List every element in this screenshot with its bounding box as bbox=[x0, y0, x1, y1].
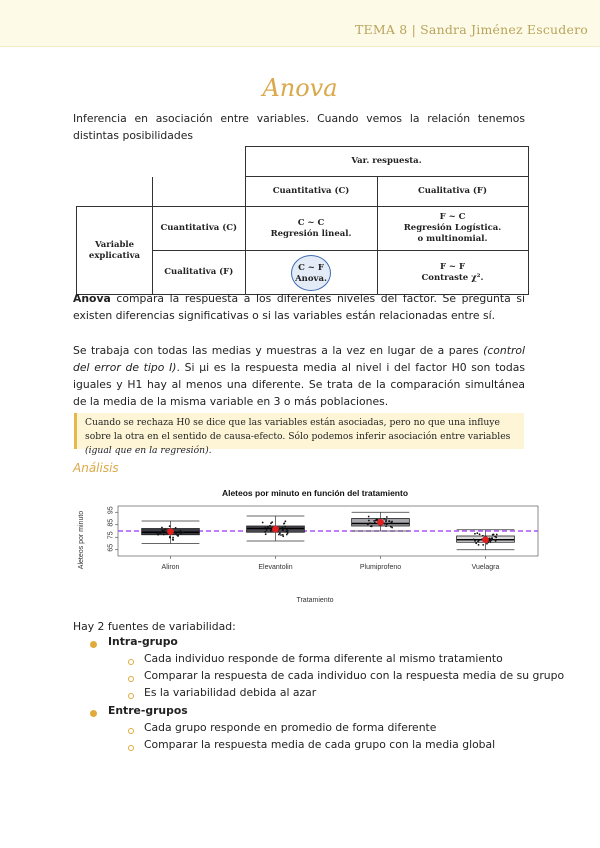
data-point bbox=[162, 532, 164, 534]
y-tick-label: 85 bbox=[107, 518, 115, 527]
data-point bbox=[474, 533, 476, 535]
bullet-icon bbox=[90, 710, 97, 717]
table-expl-header-line1: Variable bbox=[94, 239, 135, 250]
data-point bbox=[287, 532, 289, 534]
data-point bbox=[169, 537, 171, 539]
data-point bbox=[492, 534, 494, 536]
note-box bbox=[74, 413, 524, 456]
data-point bbox=[172, 537, 174, 539]
intra-item-1: Cada individuo responde de forma diferente al mismo tratamiento bbox=[144, 652, 503, 665]
x-tick-label: Aliron bbox=[161, 564, 180, 571]
cell-cc-method: Regresión lineal. bbox=[270, 228, 352, 239]
data-point bbox=[164, 528, 166, 530]
data-point bbox=[262, 522, 264, 524]
cell-ff-formula: F ~ F bbox=[439, 261, 466, 272]
data-point bbox=[159, 532, 161, 534]
y-tick-label: 75 bbox=[107, 531, 115, 540]
data-point bbox=[269, 525, 271, 527]
data-point bbox=[383, 518, 385, 520]
data-point bbox=[177, 535, 179, 537]
data-point bbox=[486, 543, 488, 545]
data-point bbox=[157, 532, 159, 534]
data-point bbox=[374, 522, 376, 524]
data-point bbox=[482, 535, 484, 537]
means-text-b: . Si µi es la respuesta media al nivel i del factor H0 son todas iguales y H1 hay al menos una diferente. Se trata de la comparación simultánea de la media de la misma variable en 3 o más poblaciones. bbox=[73, 361, 526, 408]
data-point bbox=[490, 538, 492, 540]
circle-bullet-icon bbox=[128, 693, 134, 699]
table-expl-header bbox=[77, 207, 153, 295]
data-point bbox=[266, 529, 268, 531]
x-tick-label: Vuelagra bbox=[471, 564, 500, 571]
data-point bbox=[479, 533, 481, 535]
intro-paragraph: Inferencia en asociación entre variables. Cuando vemos la relación tenemos distintas posibilidades bbox=[73, 112, 525, 142]
data-point bbox=[280, 534, 282, 536]
data-point bbox=[371, 525, 373, 527]
page-header bbox=[0, 0, 600, 47]
table-row-quant: Cuantitativa (C) bbox=[153, 207, 246, 251]
analisis-heading: Análisis bbox=[73, 461, 119, 475]
table-expl-header-line2: explicativa bbox=[88, 250, 141, 261]
x-tick-label: Elevantolin bbox=[258, 564, 293, 571]
data-point bbox=[385, 519, 387, 521]
entre-label: Entre-grupos bbox=[108, 704, 188, 717]
chart-x-label: Tratamiento bbox=[296, 597, 334, 604]
table-row-qual: Cualitativa (F) bbox=[153, 251, 246, 295]
data-point bbox=[496, 534, 498, 536]
means-text-a: Se trabaja con todas las medias y muestras a la vez en lugar de a pares bbox=[73, 344, 484, 357]
data-point bbox=[264, 531, 266, 533]
chart-y-label: Aleteos por minuto bbox=[78, 510, 85, 570]
intra-item-3: Es la variabilidad debida al azar bbox=[144, 686, 317, 699]
data-point bbox=[169, 525, 171, 527]
data-point bbox=[373, 520, 375, 522]
data-point bbox=[478, 540, 480, 542]
page-title: Anova bbox=[262, 74, 338, 102]
x-tick-label: Plumiprofeno bbox=[359, 564, 402, 571]
data-point bbox=[270, 522, 272, 524]
anova-text: compara la respuesta a los diferentes niveles del factor. Se pregunta si existen diferencias significativas o si las variables están relacionadas entre sí. bbox=[73, 292, 525, 322]
data-point bbox=[474, 540, 476, 542]
data-point bbox=[494, 539, 496, 541]
y-tick-label: 95 bbox=[107, 506, 115, 515]
table-cell-ff bbox=[377, 251, 528, 295]
circle-bullet-icon bbox=[128, 676, 134, 682]
circle-bullet-icon bbox=[128, 659, 134, 665]
entre-item-1: Cada grupo responde en promedio de forma diferente bbox=[144, 721, 437, 734]
means-paragraph bbox=[73, 342, 525, 410]
table-cell-cc bbox=[245, 207, 377, 251]
data-point bbox=[161, 529, 163, 531]
anova-paragraph bbox=[73, 290, 525, 324]
data-point bbox=[390, 522, 392, 524]
table-col-quant: Cuantitativa (C) bbox=[245, 177, 377, 207]
cell-cf-method: Regresión Logística. bbox=[403, 223, 502, 233]
data-point bbox=[369, 522, 371, 524]
mean-marker bbox=[377, 519, 384, 526]
data-point bbox=[475, 542, 477, 544]
data-point bbox=[386, 523, 388, 525]
data-point bbox=[482, 544, 484, 546]
data-point bbox=[489, 538, 491, 540]
intra-label: Intra-grupo bbox=[108, 635, 178, 648]
data-point bbox=[157, 534, 159, 536]
association-table bbox=[76, 146, 529, 295]
data-point bbox=[367, 523, 369, 525]
data-point bbox=[368, 520, 370, 522]
data-point bbox=[175, 532, 177, 534]
data-point bbox=[283, 522, 285, 524]
data-point bbox=[476, 532, 478, 534]
cell-cf-formula: F ~ C bbox=[439, 212, 466, 222]
data-point bbox=[282, 534, 284, 536]
data-point bbox=[163, 534, 165, 536]
means-text-italic: (control del error de tipo I) bbox=[73, 344, 525, 374]
data-point bbox=[368, 516, 370, 518]
data-point bbox=[180, 531, 182, 533]
cell-cf-method2: o multinomial. bbox=[417, 234, 488, 244]
data-point bbox=[265, 533, 267, 535]
y-tick-label: 65 bbox=[107, 543, 115, 552]
circle-bullet-icon bbox=[128, 745, 134, 751]
data-point bbox=[287, 530, 289, 532]
table-cell-fc bbox=[245, 251, 377, 295]
data-point bbox=[182, 531, 184, 533]
data-point bbox=[284, 526, 286, 528]
data-point bbox=[282, 529, 284, 531]
data-point bbox=[270, 530, 272, 532]
data-point bbox=[278, 534, 280, 536]
data-point bbox=[161, 527, 163, 529]
data-point bbox=[386, 516, 388, 518]
data-point bbox=[385, 525, 387, 527]
data-point bbox=[284, 520, 286, 522]
data-point bbox=[473, 539, 475, 541]
mean-marker bbox=[482, 536, 489, 543]
data-point bbox=[391, 527, 393, 529]
data-point bbox=[478, 544, 480, 546]
mean-marker bbox=[167, 528, 174, 535]
table-col-qual: Cualitativa (F) bbox=[377, 177, 528, 207]
anova-highlight-circle bbox=[291, 255, 331, 291]
cell-fc-method: Anova. bbox=[295, 273, 327, 284]
data-point bbox=[495, 537, 497, 539]
table-resp-header: Var. respuesta. bbox=[245, 147, 528, 177]
entre-item-2: Comparar la respuesta media de cada grupo con la media global bbox=[144, 738, 496, 751]
circle-bullet-icon bbox=[128, 728, 134, 734]
bullet-icon bbox=[90, 641, 97, 648]
data-point bbox=[175, 527, 177, 529]
data-point bbox=[282, 527, 284, 529]
intra-item-2: Comparar la respuesta de cada individuo con la respuesta media de su grupo bbox=[144, 669, 565, 682]
sources-intro: Hay 2 fuentes de variabilidad: bbox=[73, 620, 236, 633]
cell-fc-formula: C ~ F bbox=[298, 262, 324, 273]
data-point bbox=[490, 541, 492, 543]
note-italic: (igual que en la regresión) bbox=[85, 445, 209, 456]
anova-bold: Anova bbox=[73, 292, 111, 305]
data-point bbox=[265, 527, 267, 529]
note-text: Cuando se rechaza H0 se dice que las variables están asociadas, pero no que una influye sobre la otra en el sentido de causa-efecto. Sólo podemos inferir asociación entre variables bbox=[85, 417, 511, 442]
boxplot-chart bbox=[70, 484, 540, 609]
note-end: . bbox=[208, 445, 212, 456]
data-point bbox=[172, 539, 174, 541]
data-point bbox=[163, 530, 165, 532]
table-cell-cf bbox=[377, 207, 528, 251]
data-point bbox=[180, 532, 182, 534]
data-point bbox=[267, 527, 269, 529]
cell-ff-method: Contraste χ². bbox=[421, 272, 484, 283]
cell-cc-formula: C ~ C bbox=[297, 217, 325, 228]
data-point bbox=[388, 520, 390, 522]
mean-marker bbox=[272, 526, 279, 533]
chart-title: Aleteos por minuto en función del tratamiento bbox=[221, 488, 409, 498]
header-text: TEMA 8 | Sandra Jiménez Escudero bbox=[355, 22, 588, 37]
